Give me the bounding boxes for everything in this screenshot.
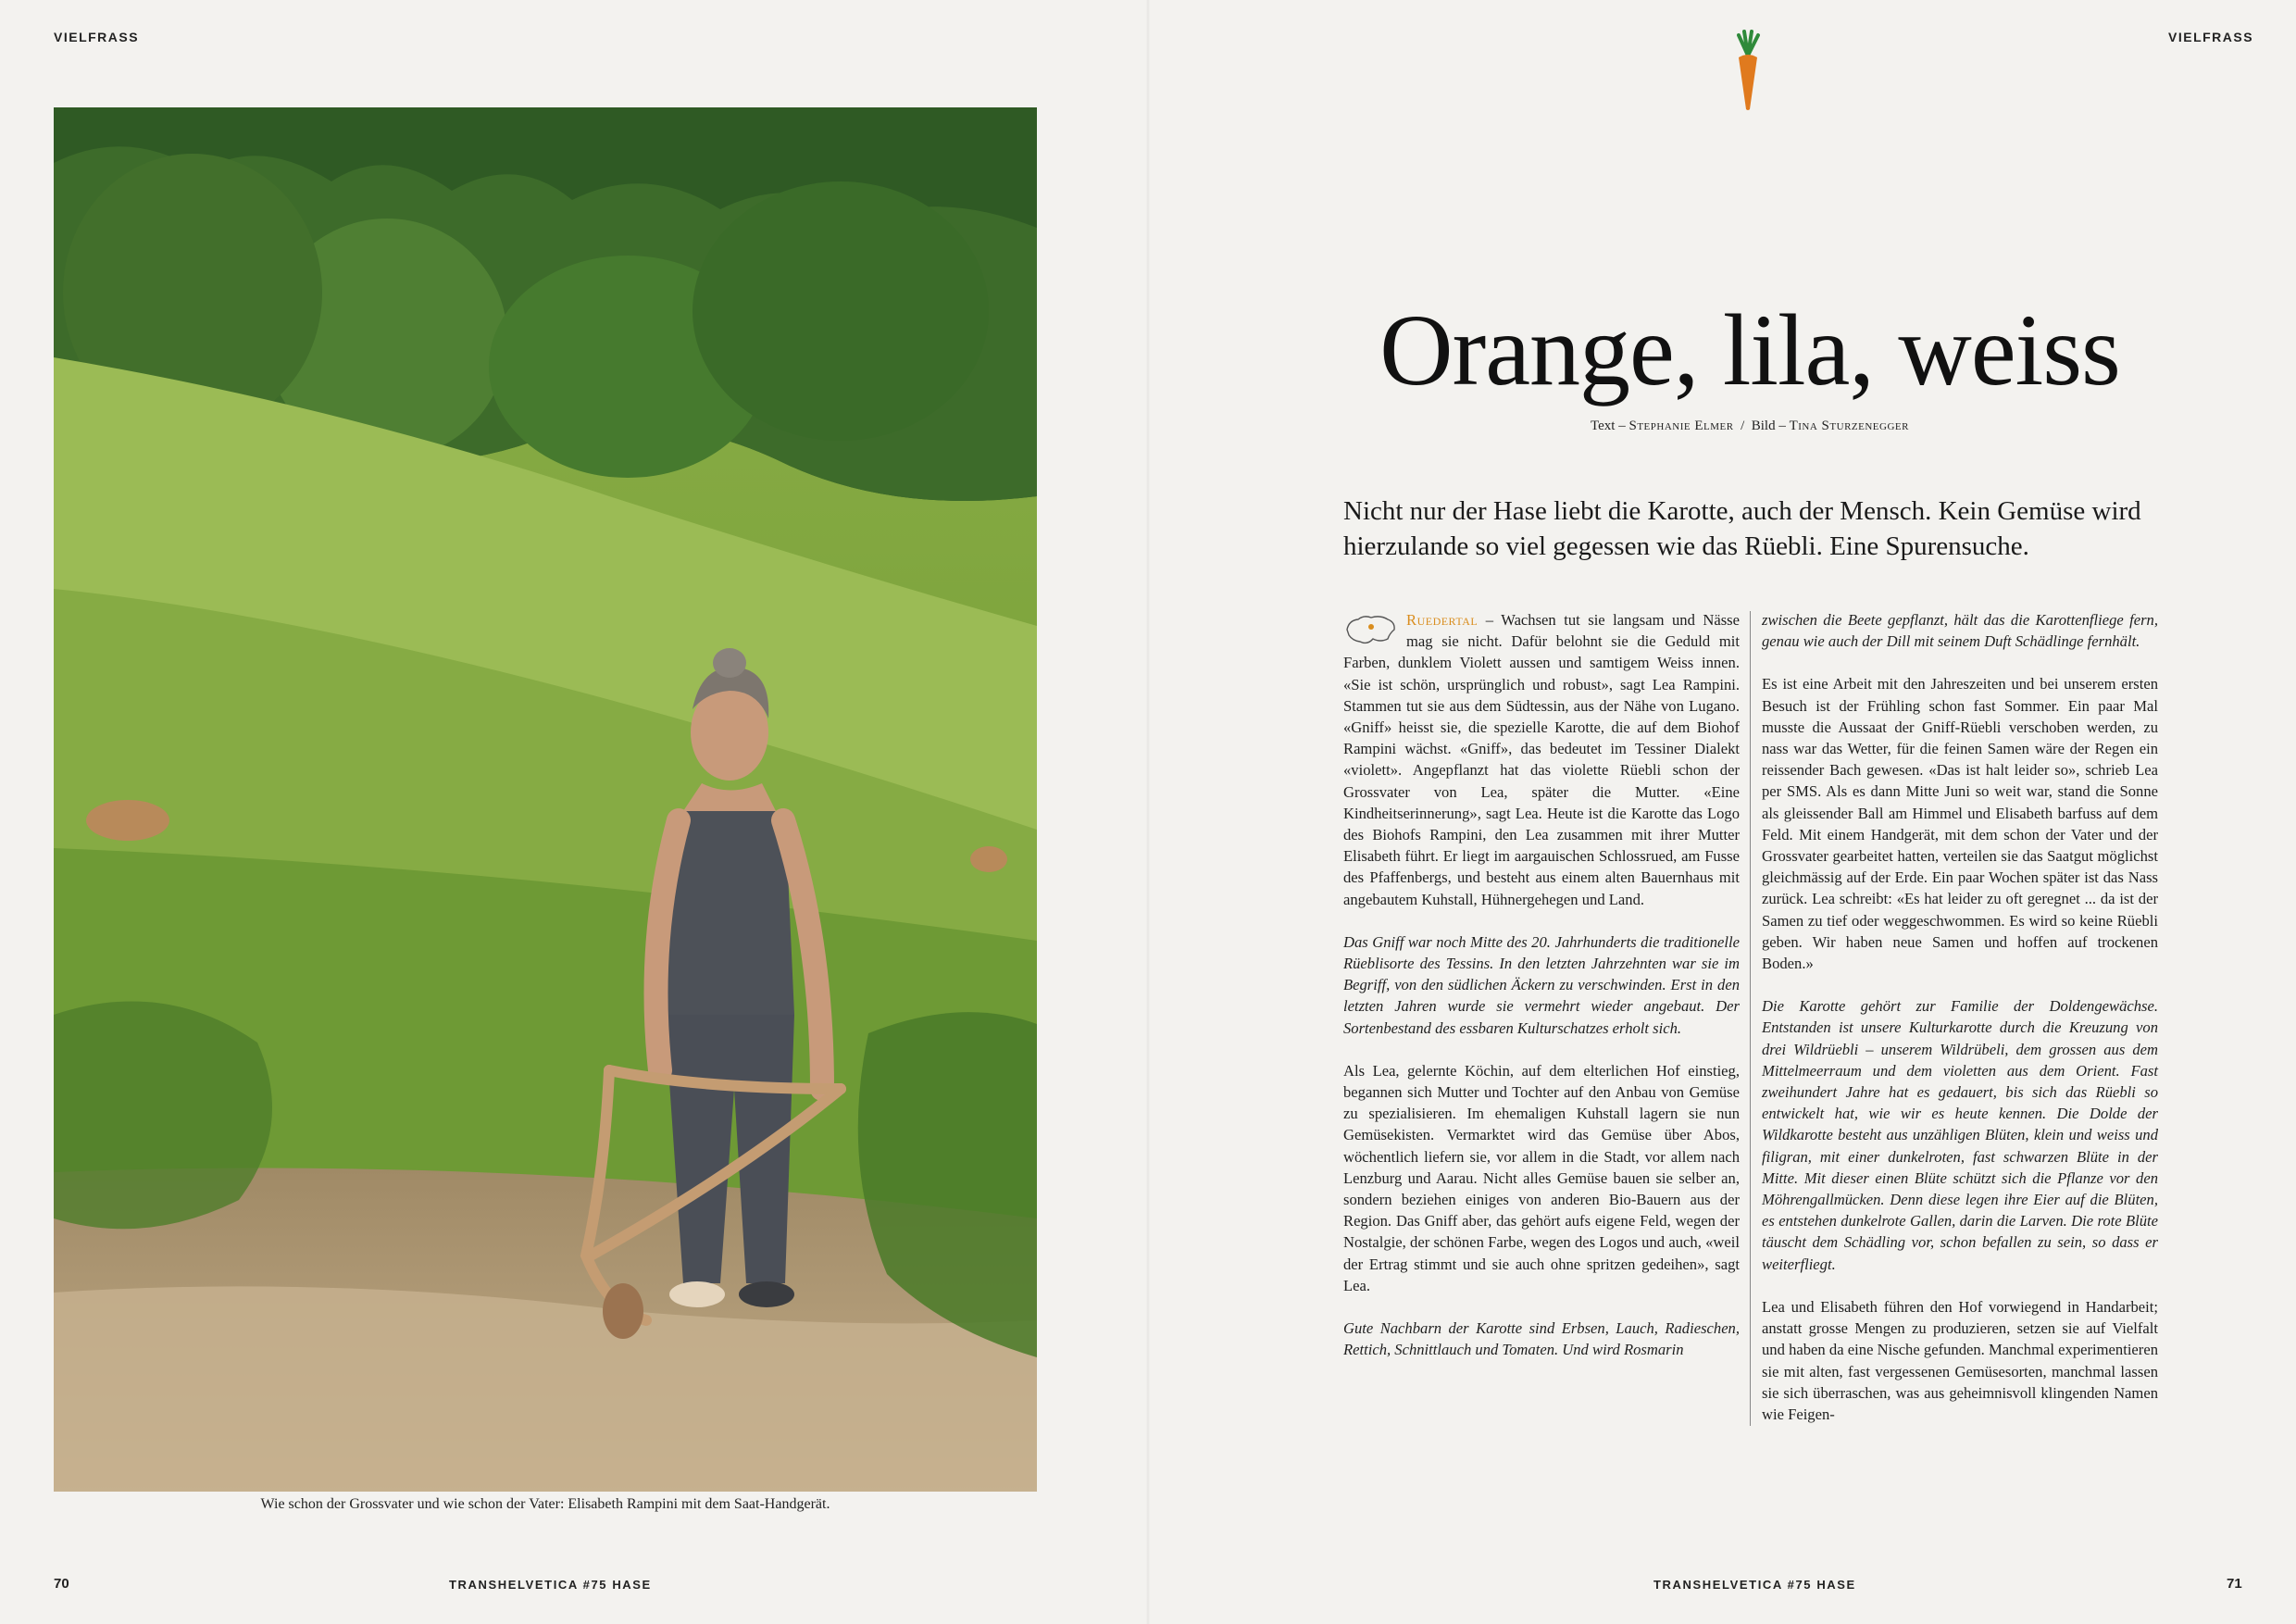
left-footer-magazine: TRANSHELVETICA #75 HASE (449, 1578, 652, 1592)
right-page-number: 71 (2227, 1576, 2242, 1592)
carrot-icon (1729, 30, 1766, 111)
paragraph: Gute Nachbarn der Karotte sind Erbsen, Lauch, Radieschen, Rettich, Schnittlauch und Tomaten. Und wird Rosmarin (1343, 1319, 1740, 1359)
photo-illustration (54, 107, 1037, 1492)
credit-author: Stephanie Elmer (1628, 418, 1734, 433)
paragraph: Die Karotte gehört zur Familie der Doldengewächse. Entstanden ist unsere Kulturkarotte durch die Kreuzung von drei Wildrüebli – unserem Wildrübeli, dem grossen aus dem Mittelmeerraum und dem violetten aus dem Orient. Fast zweihundert Jahre hat es gedauert, bis sich das Rüebli so entwickelt hat, wie wir es heute kennen. Die Dolde der Wildkarotte besteht aus unzähligen Blüten, klein und weiss und filigran, mit einer dunkelroten, fast schwarzen Blüte in der Mitte. Mit dieser einen Blüte schützt sich die Pflanze vor den Möhrengallmücken. Denn diese legen ihre Eier auf die Blüten, es entstehen dunkelrote Gallen, darin die Larven. Die rote Blüte täuscht dem Schädling vor, schon befallen zu sein, so dass er weiterfliegt. (1762, 997, 2158, 1273)
swiss-map-icon (1343, 611, 1399, 648)
column-divider (1750, 611, 1751, 1426)
feature-photo (54, 107, 1037, 1492)
credit-separator: / (1741, 418, 1745, 433)
article-column-2 (1762, 609, 2158, 1446)
right-running-head: VIELFRASS (2168, 30, 2254, 44)
body-text: – Wachsen tut sie langsam und Nässe mag sie nicht. Dafür belohnt sie die Geduld mit Farben, dunklem Violett aussen und samtigem Weiss innen. «Sie ist schön, ursprünglich und robust», sagt Lea Rampini. Stammen tut sie aus dem Südtessin, aus der Nähe von Lugano. «Gniff» heisst sie, die spezielle Karotte, die auf dem Biohof Rampini wächst. «Gniff», das bedeutet im Tessiner Dialekt «violett». Angepflanzt hat das violette Rüebli schon der Grossvater von Lea, später die Mutter. «Eine Kindheitserinnerung», sagt Lea. Heute ist die Karotte das Logo des Biohofs Rampini, den Lea zusammen mit ihrer Mutter Elisabeth führt. Er liegt im aargauischen Schlossrued, am Fusse des Pfaffenbergs, und besteht aus einem alten Bauernhaus mit angebautem Kuhstall, Hühnergehegen und Land. (1343, 611, 1740, 908)
paragraph: Das Gniff war noch Mitte des 20. Jahrhunderts die traditionelle Rüeblisorte des Tessins. In den letzten Jahrzehnten war sie im Begriff, von den südlichen Äckern zu verschwinden. Erst in den letzten Jahren wurde sie vermehrt wieder angebaut. Der Sortenbestand des essbaren Kulturschatzes erholt sich. (1343, 932, 1740, 1037)
article-column-1 (1343, 609, 1740, 1382)
article-credits (1342, 418, 2157, 434)
location-kicker: Ruedertal (1406, 611, 1479, 629)
paragraph: Als Lea, gelernte Köchin, auf dem elterlichen Hof einstieg, begannen sich Mutter und Tochter auf den Anbau von Gemüse zu spezialisieren. Im ehemaligen Kuhstall lagern sie nun Gemüsekisten. Vermarktet wird das Gemüse über Abos, wöchentlich liefern sie, vor allem in die Stadt, vor allem nach Lenzburg und Aarau. Nicht alles Gemüse bauen sie selber an, sondern beziehen einiges von anderen Bio-Bauern aus der Region. Das Gniff aber, das gehört aufs eigene Feld, wegen der Nostalgie, der schönen Farbe, wegen des Logos und auch, «weil der Ertrag stimmt und sie auch ohne spritzen gedeihen», sagt Lea. (1343, 1061, 1740, 1294)
photo-caption: Wie schon der Grossvater und wie schon der Vater: Elisabeth Rampini mit dem Saat-Handgerät. (260, 1496, 830, 1512)
right-footer-magazine: TRANSHELVETICA #75 HASE (1653, 1578, 1856, 1592)
article-title: Orange, lila, weiss (1379, 293, 2120, 406)
paragraph (1343, 609, 1740, 910)
left-page-number: 70 (54, 1576, 69, 1592)
paragraph: zwischen die Beete gepflanzt, hält das die Karottenfliege fern, genau wie auch der Dill mit seinem Duft Schädlinge fernhält. (1762, 611, 2158, 651)
credit-text-label: Text – (1591, 418, 1626, 433)
credit-photographer: Tina Sturzenegger (1789, 418, 1909, 433)
paragraph: Es ist eine Arbeit mit den Jahreszeiten und bei unserem ersten Besuch ist der Frühling schon fast Sommer. Ein paar Mal musste die Aussaat der Gniff-Rüebli verschoben werden, zu nass war das Wetter, für die feinen Samen wäre der Regen ein reissender Bach gewesen. «Das ist halt leider so», schrieb Lea per SMS. Als es dann Mitte Juni so weit war, stand die Sonne als gleissender Ball am Himmel und Elisabeth barfuss auf dem Feld. Mit einem Handgerät, mit dem schon der Vater und der Grossvater gearbeitet hatten, verteilen sie das Saatgut möglichst gleichmässig auf der Erde. Ein paar Wochen später ist das Nass zurück. Lea schreibt: «Es hat leider zu oft geregnet ... da ist der Samen zu tief oder weggeschwommen. Es wird so keine Rüebli geben. Wir haben neue Samen und hoffen auf trockenen Boden.» (1762, 675, 2158, 973)
left-running-head: VIELFRASS (54, 30, 140, 44)
article-lead: Nicht nur der Hase liebt die Karotte, auch der Mensch. Kein Gemüse wird hierzulande so viel gegessen wie das Rüebli. Eine Spurensuche. (1343, 496, 2141, 561)
paragraph: Lea und Elisabeth führen den Hof vorwiegend in Handarbeit; anstatt grosse Mengen zu produzieren, setzen sie auf Vielfalt und haben da eine Nische gefunden. Manchmal experimentieren sie mit alten, fast vergessenen Gemüsesorten, manchmal lassen sie sich überraschen, was aus geheimnisvoll klingenden Namen wie Feigen- (1762, 1297, 2158, 1423)
credit-image-label: Bild – (1751, 418, 1786, 433)
